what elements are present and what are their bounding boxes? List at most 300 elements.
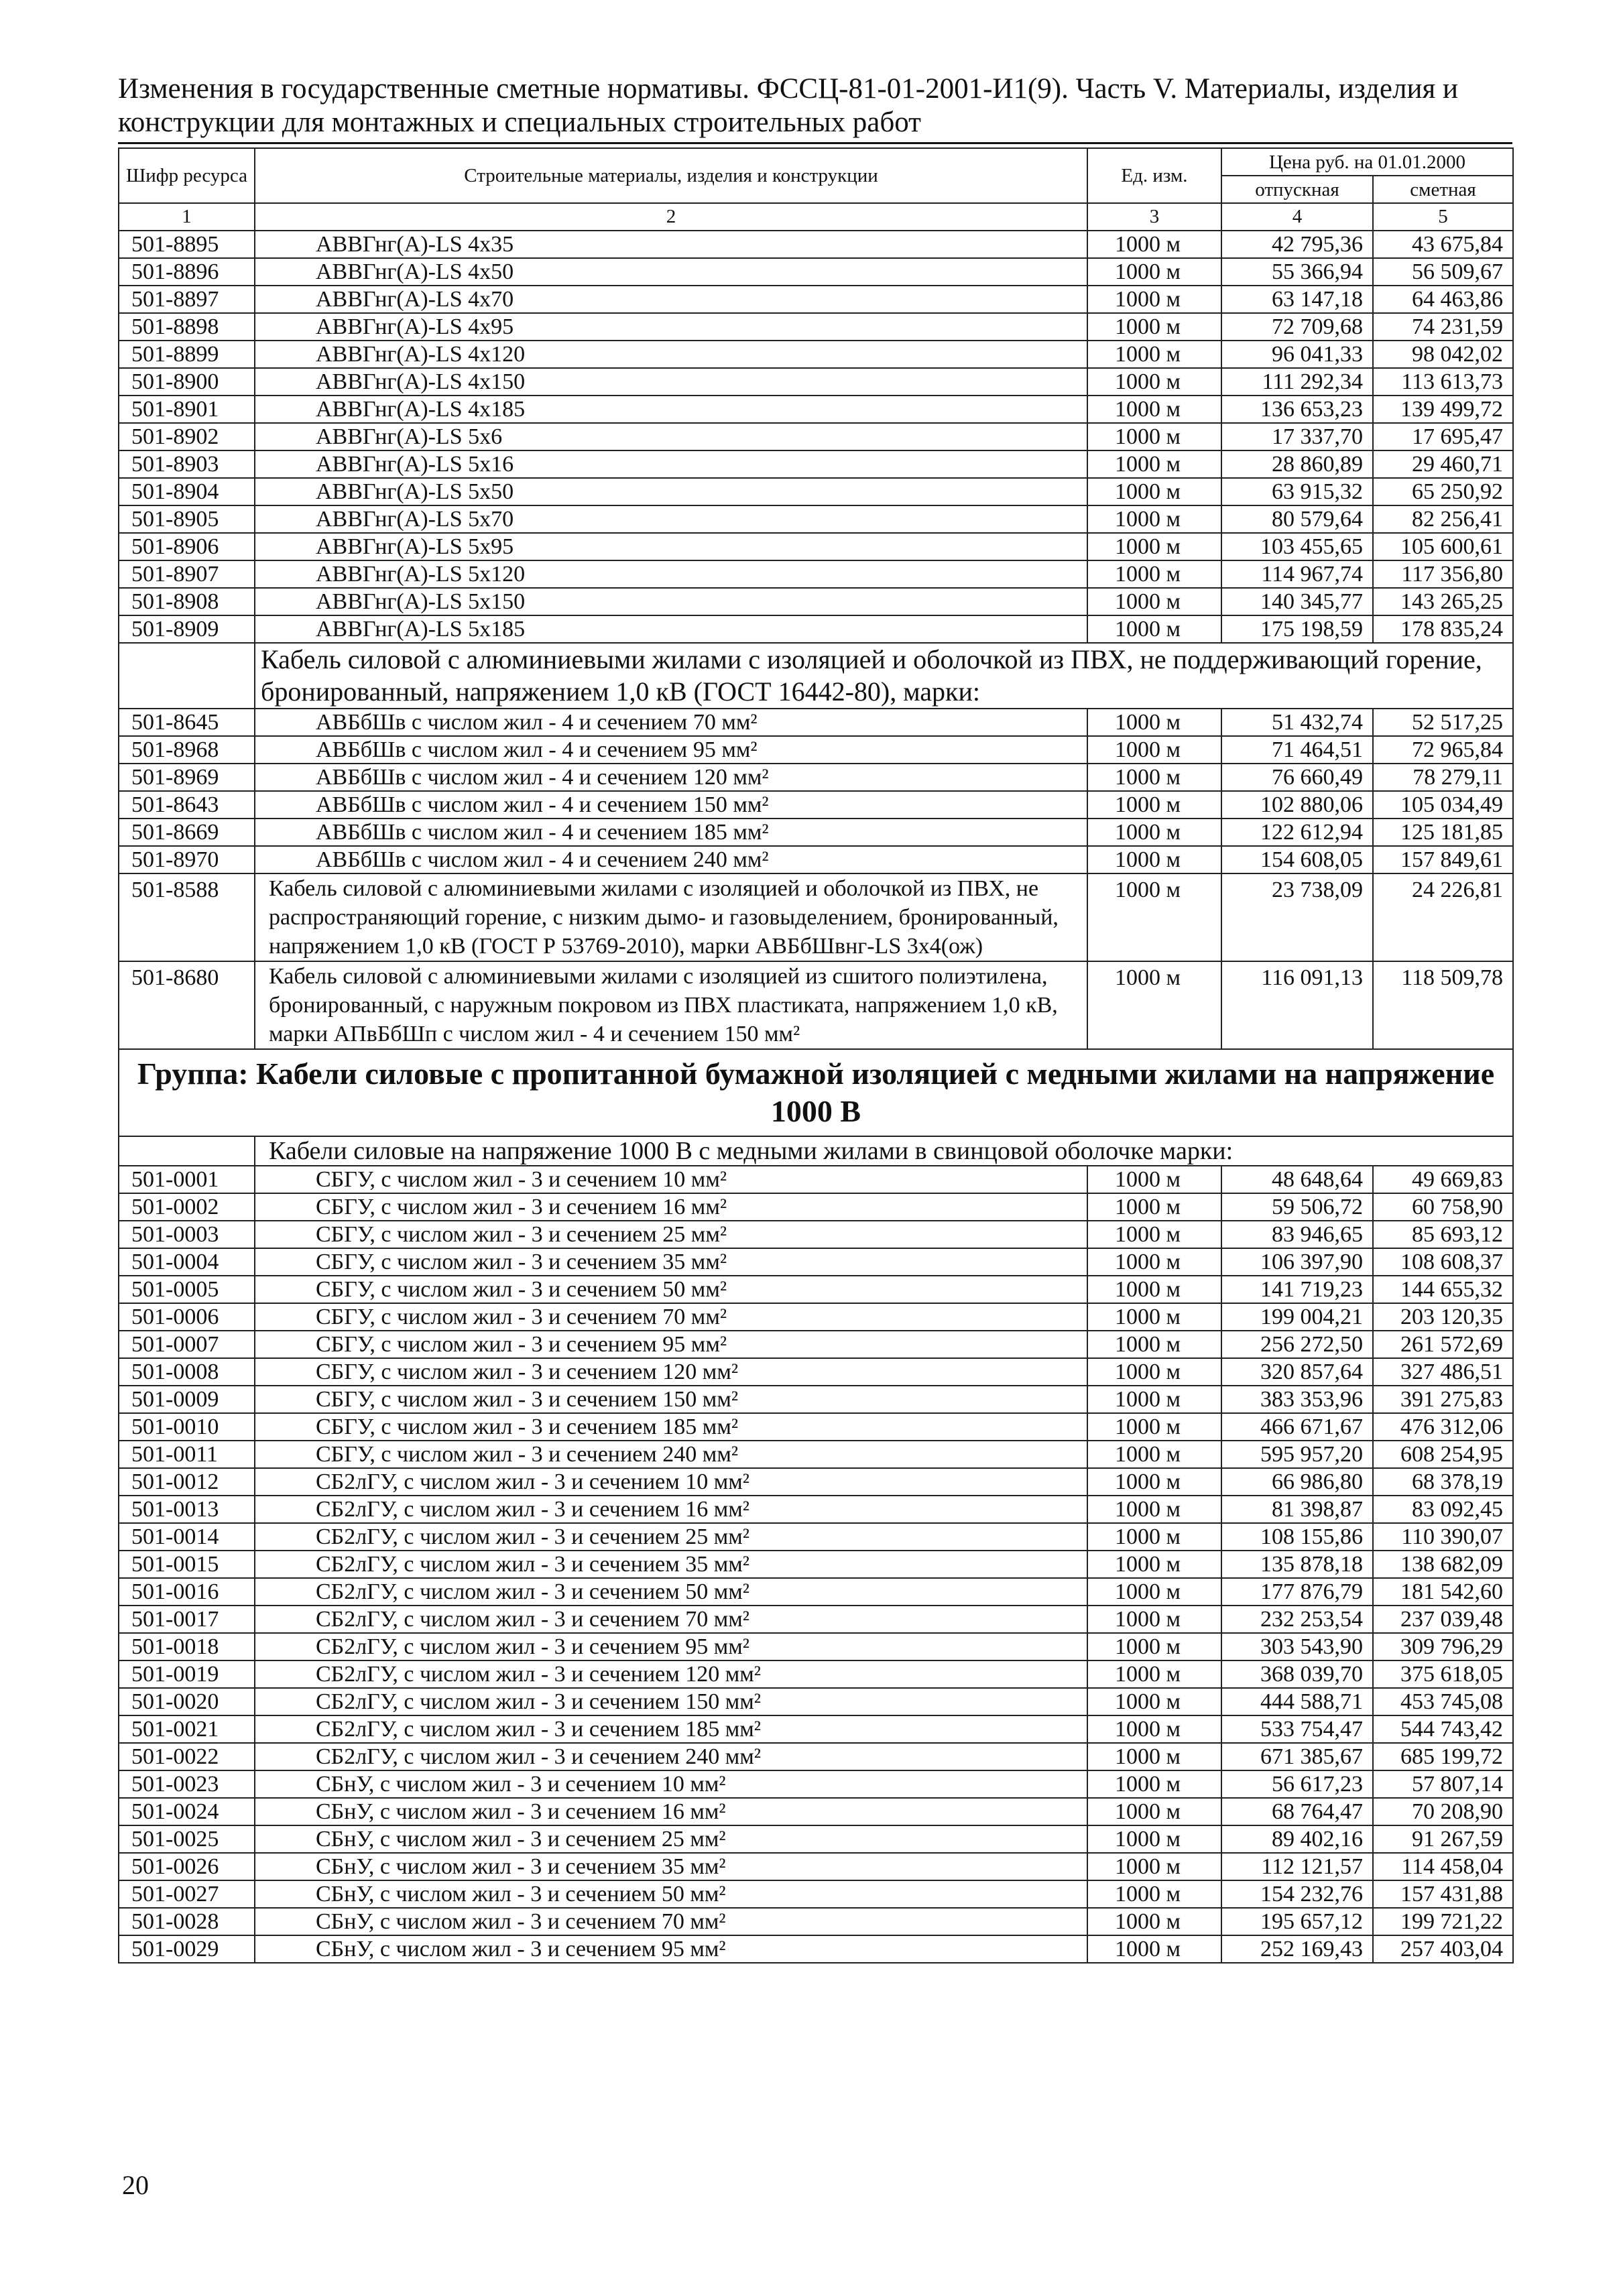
table-row <box>119 1908 1513 1935</box>
estimate-price: 178 835,24 <box>1373 615 1513 643</box>
resource-code: 501-0021 <box>119 1715 255 1743</box>
unit-cell: 1000 м <box>1087 368 1221 396</box>
release-price: 140 345,77 <box>1221 588 1373 615</box>
table-row <box>119 286 1513 313</box>
release-price: 444 588,71 <box>1221 1688 1373 1715</box>
resource-code: 501-0026 <box>119 1853 255 1880</box>
estimate-price: 118 509,78 <box>1373 961 1513 1049</box>
header-unit: Ед. изм. <box>1087 148 1221 203</box>
material-name: АВВГнг(A)-LS 4x95 <box>255 313 1087 341</box>
material-name: СБГУ, с числом жил - 3 и сечением 150 мм² <box>255 1386 1087 1413</box>
table-row <box>119 1935 1513 1963</box>
unit-cell: 1000 м <box>1087 1606 1221 1633</box>
table-row <box>119 819 1513 846</box>
table-row <box>119 1551 1513 1578</box>
table-row <box>119 1825 1513 1853</box>
resource-code: 501-8899 <box>119 341 255 368</box>
estimate-price: 327 486,51 <box>1373 1358 1513 1386</box>
table-row <box>119 791 1513 819</box>
estimate-price: 309 796,29 <box>1373 1633 1513 1660</box>
material-name: СБ2лГУ, с числом жил - 3 и сечением 10 мм² <box>255 1468 1087 1496</box>
header-price-group: Цена руб. на 01.01.2000 <box>1221 148 1513 176</box>
estimate-price: 29 460,71 <box>1373 450 1513 478</box>
release-price: 533 754,47 <box>1221 1715 1373 1743</box>
unit-cell: 1000 м <box>1087 1193 1221 1221</box>
estimate-price: 476 312,06 <box>1373 1413 1513 1441</box>
estimate-price: 108 608,37 <box>1373 1248 1513 1276</box>
unit-cell: 1000 м <box>1087 313 1221 341</box>
material-name: СБГУ, с числом жил - 3 и сечением 240 мм² <box>255 1441 1087 1468</box>
table-row <box>119 1276 1513 1303</box>
resource-code: 501-0028 <box>119 1908 255 1935</box>
material-name: СБГУ, с числом жил - 3 и сечением 16 мм² <box>255 1193 1087 1221</box>
resource-code: 501-8645 <box>119 709 255 736</box>
resource-code: 501-0006 <box>119 1303 255 1331</box>
resource-code: 501-0002 <box>119 1193 255 1221</box>
table-row <box>119 1468 1513 1496</box>
table-row <box>119 313 1513 341</box>
unit-cell: 1000 м <box>1087 1660 1221 1688</box>
table-row <box>119 368 1513 396</box>
estimate-price: 125 181,85 <box>1373 819 1513 846</box>
table-row <box>119 450 1513 478</box>
table-row <box>119 709 1513 736</box>
estimate-price: 110 390,07 <box>1373 1523 1513 1551</box>
unit-cell: 1000 м <box>1087 588 1221 615</box>
unit-cell: 1000 м <box>1087 1825 1221 1853</box>
material-name: АВВГнг(A)-LS 5x70 <box>255 505 1087 533</box>
estimate-price: 52 517,25 <box>1373 709 1513 736</box>
release-price: 48 648,64 <box>1221 1166 1373 1193</box>
unit-cell: 1000 м <box>1087 873 1221 961</box>
material-name: АВВГнг(A)-LS 4x150 <box>255 368 1087 396</box>
estimate-price: 91 267,59 <box>1373 1825 1513 1853</box>
release-price: 55 366,94 <box>1221 258 1373 286</box>
resource-code: 501-8898 <box>119 313 255 341</box>
table-row <box>119 1606 1513 1633</box>
release-price: 56 617,23 <box>1221 1770 1373 1798</box>
col-number: 2 <box>255 203 1087 231</box>
release-price: 81 398,87 <box>1221 1496 1373 1523</box>
release-price: 68 764,47 <box>1221 1798 1373 1825</box>
release-price: 116 091,13 <box>1221 961 1373 1049</box>
material-name: СБГУ, с числом жил - 3 и сечением 95 мм² <box>255 1331 1087 1358</box>
resource-code: 501-8895 <box>119 231 255 258</box>
estimate-price: 49 669,83 <box>1373 1166 1513 1193</box>
material-name: СБнУ, с числом жил - 3 и сечением 10 мм² <box>255 1770 1087 1798</box>
material-name: СБ2лГУ, с числом жил - 3 и сечением 120 мм² <box>255 1660 1087 1688</box>
col-number: 3 <box>1087 203 1221 231</box>
release-price: 595 957,20 <box>1221 1441 1373 1468</box>
material-name: СБ2лГУ, с числом жил - 3 и сечением 16 мм² <box>255 1496 1087 1523</box>
unit-cell: 1000 м <box>1087 478 1221 505</box>
page-header: Изменения в государственные сметные нормативы. ФССЦ-81-01-2001-И1(9). Часть V. Материалы, изделия и конструкции для монтажных и специальных строительных работ <box>118 73 1458 138</box>
release-price: 42 795,36 <box>1221 231 1373 258</box>
resource-code: 501-8906 <box>119 533 255 560</box>
material-name: СБГУ, с числом жил - 3 и сечением 70 мм² <box>255 1303 1087 1331</box>
table-row <box>119 1578 1513 1606</box>
release-price: 195 657,12 <box>1221 1908 1373 1935</box>
material-name: СБнУ, с числом жил - 3 и сечением 95 мм² <box>255 1935 1087 1963</box>
release-price: 102 880,06 <box>1221 791 1373 819</box>
estimate-price: 74 231,59 <box>1373 313 1513 341</box>
material-name: СБГУ, с числом жил - 3 и сечением 10 мм² <box>255 1166 1087 1193</box>
table-row <box>119 533 1513 560</box>
resource-code: 501-0029 <box>119 1935 255 1963</box>
material-name: АВВГнг(A)-LS 5x50 <box>255 478 1087 505</box>
estimate-price: 70 208,90 <box>1373 1798 1513 1825</box>
unit-cell: 1000 м <box>1087 231 1221 258</box>
estimate-price: 85 693,12 <box>1373 1221 1513 1248</box>
unit-cell: 1000 м <box>1087 1715 1221 1743</box>
release-price: 28 860,89 <box>1221 450 1373 478</box>
col-number: 1 <box>119 203 255 231</box>
estimate-price: 65 250,92 <box>1373 478 1513 505</box>
table-row <box>119 1633 1513 1660</box>
resource-code: 501-8968 <box>119 736 255 764</box>
material-name: СБнУ, с числом жил - 3 и сечением 70 мм² <box>255 1908 1087 1935</box>
resource-code: 501-8909 <box>119 615 255 643</box>
unit-cell: 1000 м <box>1087 1578 1221 1606</box>
resource-code: 501-0027 <box>119 1880 255 1908</box>
unit-cell: 1000 м <box>1087 709 1221 736</box>
estimate-price: 60 758,90 <box>1373 1193 1513 1221</box>
table-row <box>119 1715 1513 1743</box>
estimate-price: 375 618,05 <box>1373 1660 1513 1688</box>
material-name: Кабель силовой с алюминиевыми жилами с изоляцией из сшитого полиэтилена, бронированный, с наружным покровом из ПВХ пластиката, напряжением 1,0 кВ, марки АПвБбШп с числом жил - 4 и сечением 150 мм² <box>255 961 1087 1049</box>
material-name: АВБбШв с числом жил - 4 и сечением 150 мм² <box>255 791 1087 819</box>
material-name: АВВГнг(A)-LS 5x150 <box>255 588 1087 615</box>
estimate-price: 82 256,41 <box>1373 505 1513 533</box>
rows-group-a <box>119 231 1513 643</box>
release-price: 303 543,90 <box>1221 1633 1373 1660</box>
estimate-price: 17 695,47 <box>1373 423 1513 450</box>
release-price: 232 253,54 <box>1221 1606 1373 1633</box>
unit-cell: 1000 м <box>1087 1248 1221 1276</box>
release-price: 256 272,50 <box>1221 1331 1373 1358</box>
unit-cell: 1000 м <box>1087 1743 1221 1770</box>
resource-code: 501-8900 <box>119 368 255 396</box>
material-name: СБнУ, с числом жил - 3 и сечением 35 мм² <box>255 1853 1087 1880</box>
unit-cell: 1000 м <box>1087 1303 1221 1331</box>
table-row <box>119 846 1513 873</box>
unit-cell: 1000 м <box>1087 736 1221 764</box>
resource-code: 501-0025 <box>119 1825 255 1853</box>
unit-cell: 1000 м <box>1087 1935 1221 1963</box>
material-name: АВБбШв с числом жил - 4 и сечением 95 мм² <box>255 736 1087 764</box>
estimate-price: 64 463,86 <box>1373 286 1513 313</box>
estimate-price: 105 034,49 <box>1373 791 1513 819</box>
col-number: 5 <box>1373 203 1513 231</box>
table-row <box>119 1221 1513 1248</box>
material-name: СБ2лГУ, с числом жил - 3 и сечением 50 мм² <box>255 1578 1087 1606</box>
release-price: 23 738,09 <box>1221 873 1373 961</box>
estimate-price: 105 600,61 <box>1373 533 1513 560</box>
resource-code: 501-8896 <box>119 258 255 286</box>
release-price: 106 397,90 <box>1221 1248 1373 1276</box>
release-price: 154 232,76 <box>1221 1880 1373 1908</box>
unit-cell: 1000 м <box>1087 961 1221 1049</box>
table-row <box>119 1523 1513 1551</box>
material-name: АВВГнг(A)-LS 4x120 <box>255 341 1087 368</box>
material-name: АВВГнг(A)-LS 4x185 <box>255 396 1087 423</box>
release-price: 17 337,70 <box>1221 423 1373 450</box>
material-name: АВВГнг(A)-LS 4x70 <box>255 286 1087 313</box>
unit-cell: 1000 м <box>1087 450 1221 478</box>
table-row <box>119 231 1513 258</box>
estimate-price: 98 042,02 <box>1373 341 1513 368</box>
rows-group-b <box>119 709 1513 873</box>
release-price: 114 967,74 <box>1221 560 1373 588</box>
resource-code: 501-8669 <box>119 819 255 846</box>
material-name: СБГУ, с числом жил - 3 и сечением 120 мм² <box>255 1358 1087 1386</box>
estimate-price: 72 965,84 <box>1373 736 1513 764</box>
resource-code: 501-8643 <box>119 791 255 819</box>
resource-code: 501-0017 <box>119 1606 255 1633</box>
estimate-price: 544 743,42 <box>1373 1715 1513 1743</box>
unit-cell: 1000 м <box>1087 1523 1221 1551</box>
table-row <box>119 478 1513 505</box>
resource-code: 501-8902 <box>119 423 255 450</box>
release-price: 671 385,67 <box>1221 1743 1373 1770</box>
table-row <box>119 1770 1513 1798</box>
group-title: Группа: Кабели силовые с пропитанной бумажной изоляцией с медными жилами на напряжение 1000 В <box>119 1049 1513 1136</box>
resource-code: 501-8680 <box>119 961 255 1049</box>
resource-code: 501-0024 <box>119 1798 255 1825</box>
table-row <box>119 1853 1513 1880</box>
unit-cell: 1000 м <box>1087 1798 1221 1825</box>
estimate-price: 237 039,48 <box>1373 1606 1513 1633</box>
unit-cell: 1000 м <box>1087 1441 1221 1468</box>
release-price: 72 709,68 <box>1221 313 1373 341</box>
resource-code: 501-8904 <box>119 478 255 505</box>
material-name: СБ2лГУ, с числом жил - 3 и сечением 95 мм² <box>255 1633 1087 1660</box>
unit-cell: 1000 м <box>1087 791 1221 819</box>
resource-code: 501-0014 <box>119 1523 255 1551</box>
unit-cell: 1000 м <box>1087 1551 1221 1578</box>
estimate-price: 157 431,88 <box>1373 1880 1513 1908</box>
unit-cell: 1000 м <box>1087 423 1221 450</box>
table-row <box>119 961 1513 1049</box>
material-name: АВВГнг(A)-LS 5x120 <box>255 560 1087 588</box>
resource-code: 501-0013 <box>119 1496 255 1523</box>
unit-cell: 1000 м <box>1087 396 1221 423</box>
unit-cell: 1000 м <box>1087 1221 1221 1248</box>
resource-code: 501-8897 <box>119 286 255 313</box>
table-row <box>119 258 1513 286</box>
estimate-price: 43 675,84 <box>1373 231 1513 258</box>
release-price: 141 719,23 <box>1221 1276 1373 1303</box>
table-row <box>119 1166 1513 1193</box>
material-name: СБ2лГУ, с числом жил - 3 и сечением 150 мм² <box>255 1688 1087 1715</box>
estimate-price: 68 378,19 <box>1373 1468 1513 1496</box>
material-name: Кабель силовой с алюминиевыми жилами с изоляцией и оболочкой из ПВХ, не распространяющий горение, с низким дымо- и газовыделением, бронированный, напряжением 1,0 кВ (ГОСТ Р 53769-2010), марки АВБбШвнг-LS 3x4(ож) <box>255 873 1087 961</box>
section-title: Кабели силовые на напряжение 1000 В с медными жилами в свинцовой оболочке марки: <box>255 1136 1513 1166</box>
release-price: 63 147,18 <box>1221 286 1373 313</box>
resource-code: 501-0015 <box>119 1551 255 1578</box>
resource-code: 501-0010 <box>119 1413 255 1441</box>
header-release: отпускная <box>1221 176 1373 203</box>
release-price: 89 402,16 <box>1221 1825 1373 1853</box>
estimate-price: 139 499,72 <box>1373 396 1513 423</box>
table-row <box>119 1358 1513 1386</box>
resource-code: 501-8908 <box>119 588 255 615</box>
estimate-price: 113 613,73 <box>1373 368 1513 396</box>
resource-code: 501-0001 <box>119 1166 255 1193</box>
resource-code: 501-8903 <box>119 450 255 478</box>
table-row <box>119 873 1513 961</box>
table-row <box>119 1743 1513 1770</box>
unit-cell: 1000 м <box>1087 819 1221 846</box>
section-code-empty <box>119 1136 255 1166</box>
table-row <box>119 1688 1513 1715</box>
table-row <box>119 1441 1513 1468</box>
material-name: АВВГнг(A)-LS 5x95 <box>255 533 1087 560</box>
unit-cell: 1000 м <box>1087 1770 1221 1798</box>
table-row <box>119 1248 1513 1276</box>
unit-cell: 1000 м <box>1087 1413 1221 1441</box>
rows-group-long <box>119 873 1513 1049</box>
material-name: СБ2лГУ, с числом жил - 3 и сечением 35 мм² <box>255 1551 1087 1578</box>
header-estimate: сметная <box>1373 176 1513 203</box>
table-row <box>119 396 1513 423</box>
material-name: СБ2лГУ, с числом жил - 3 и сечением 185 мм² <box>255 1715 1087 1743</box>
estimate-price: 453 745,08 <box>1373 1688 1513 1715</box>
table-row <box>119 1798 1513 1825</box>
release-price: 63 915,32 <box>1221 478 1373 505</box>
table-row <box>119 1496 1513 1523</box>
table-row <box>119 1413 1513 1441</box>
release-price: 154 608,05 <box>1221 846 1373 873</box>
release-price: 59 506,72 <box>1221 1193 1373 1221</box>
unit-cell: 1000 м <box>1087 1853 1221 1880</box>
resource-code: 501-0009 <box>119 1386 255 1413</box>
table-row <box>119 1660 1513 1688</box>
resource-code: 501-0016 <box>119 1578 255 1606</box>
release-price: 108 155,86 <box>1221 1523 1373 1551</box>
unit-cell: 1000 м <box>1087 846 1221 873</box>
material-name: АВВГнг(A)-LS 5x16 <box>255 450 1087 478</box>
table-row <box>119 1880 1513 1908</box>
unit-cell: 1000 м <box>1087 764 1221 791</box>
release-price: 80 579,64 <box>1221 505 1373 533</box>
unit-cell: 1000 м <box>1087 1908 1221 1935</box>
resource-code: 501-0003 <box>119 1221 255 1248</box>
release-price: 368 039,70 <box>1221 1660 1373 1688</box>
release-price: 112 121,57 <box>1221 1853 1373 1880</box>
page-number: 20 <box>122 2170 149 2200</box>
material-name: СБнУ, с числом жил - 3 и сечением 16 мм² <box>255 1798 1087 1825</box>
unit-cell: 1000 м <box>1087 560 1221 588</box>
material-name: АВБбШв с числом жил - 4 и сечением 185 мм² <box>255 819 1087 846</box>
estimate-price: 83 092,45 <box>1373 1496 1513 1523</box>
unit-cell: 1000 м <box>1087 1633 1221 1660</box>
release-price: 76 660,49 <box>1221 764 1373 791</box>
resource-code: 501-8907 <box>119 560 255 588</box>
estimate-price: 24 226,81 <box>1373 873 1513 961</box>
resource-code: 501-0018 <box>119 1633 255 1660</box>
material-name: СБ2лГУ, с числом жил - 3 и сечением 25 мм² <box>255 1523 1087 1551</box>
table-row <box>119 505 1513 533</box>
resource-code: 501-8970 <box>119 846 255 873</box>
estimate-price: 144 655,32 <box>1373 1276 1513 1303</box>
material-name: АВВГнг(A)-LS 5x185 <box>255 615 1087 643</box>
material-name: АВБбШв с числом жил - 4 и сечением 70 мм² <box>255 709 1087 736</box>
unit-cell: 1000 м <box>1087 615 1221 643</box>
table-row <box>119 560 1513 588</box>
release-price: 122 612,94 <box>1221 819 1373 846</box>
unit-cell: 1000 м <box>1087 1276 1221 1303</box>
unit-cell: 1000 м <box>1087 1468 1221 1496</box>
estimate-price: 57 807,14 <box>1373 1770 1513 1798</box>
table-row <box>119 615 1513 643</box>
unit-cell: 1000 м <box>1087 1331 1221 1358</box>
release-price: 71 464,51 <box>1221 736 1373 764</box>
unit-cell: 1000 м <box>1087 341 1221 368</box>
material-name: СБГУ, с числом жил - 3 и сечением 185 мм² <box>255 1413 1087 1441</box>
table-row <box>119 736 1513 764</box>
estimate-price: 143 265,25 <box>1373 588 1513 615</box>
estimate-price: 391 275,83 <box>1373 1386 1513 1413</box>
unit-cell: 1000 м <box>1087 258 1221 286</box>
material-name: СБ2лГУ, с числом жил - 3 и сечением 240 мм² <box>255 1743 1087 1770</box>
release-price: 96 041,33 <box>1221 341 1373 368</box>
estimate-price: 78 279,11 <box>1373 764 1513 791</box>
unit-cell: 1000 м <box>1087 1358 1221 1386</box>
unit-cell: 1000 м <box>1087 1386 1221 1413</box>
material-name: СБГУ, с числом жил - 3 и сечением 50 мм² <box>255 1276 1087 1303</box>
resource-code: 501-0012 <box>119 1468 255 1496</box>
section-title: Кабель силовой с алюминиевыми жилами с изоляцией и оболочкой из ПВХ, не поддерживающий горение, бронированный, напряжением 1,0 кВ (ГОСТ 16442-80), марки: <box>255 643 1513 709</box>
estimate-price: 114 458,04 <box>1373 1853 1513 1880</box>
release-price: 111 292,34 <box>1221 368 1373 396</box>
header-rule <box>118 142 1512 144</box>
estimate-price: 608 254,95 <box>1373 1441 1513 1468</box>
release-price: 135 878,18 <box>1221 1551 1373 1578</box>
resource-code: 501-0005 <box>119 1276 255 1303</box>
material-name: АВВГнг(A)-LS 4x50 <box>255 258 1087 286</box>
release-price: 66 986,80 <box>1221 1468 1373 1496</box>
estimate-price: 203 120,35 <box>1373 1303 1513 1331</box>
resource-code: 501-8969 <box>119 764 255 791</box>
unit-cell: 1000 м <box>1087 1496 1221 1523</box>
table-row <box>119 588 1513 615</box>
material-name: СБ2лГУ, с числом жил - 3 и сечением 70 мм² <box>255 1606 1087 1633</box>
resource-code: 501-8901 <box>119 396 255 423</box>
unit-cell: 1000 м <box>1087 1688 1221 1715</box>
material-name: АВБбШв с числом жил - 4 и сечением 120 мм² <box>255 764 1087 791</box>
material-name: АВБбШв с числом жил - 4 и сечением 240 мм² <box>255 846 1087 873</box>
resource-code: 501-0011 <box>119 1441 255 1468</box>
material-name: АВВГнг(A)-LS 5x6 <box>255 423 1087 450</box>
release-price: 103 455,65 <box>1221 533 1373 560</box>
estimate-price: 157 849,61 <box>1373 846 1513 873</box>
release-price: 175 198,59 <box>1221 615 1373 643</box>
rows-group-c <box>119 1166 1513 1963</box>
price-table <box>118 147 1514 1963</box>
estimate-price: 181 542,60 <box>1373 1578 1513 1606</box>
resource-code: 501-8905 <box>119 505 255 533</box>
resource-code: 501-0004 <box>119 1248 255 1276</box>
table-row <box>119 423 1513 450</box>
resource-code: 501-0023 <box>119 1770 255 1798</box>
release-price: 83 946,65 <box>1221 1221 1373 1248</box>
resource-code: 501-0007 <box>119 1331 255 1358</box>
resource-code: 501-8588 <box>119 873 255 961</box>
unit-cell: 1000 м <box>1087 533 1221 560</box>
estimate-price: 257 403,04 <box>1373 1935 1513 1963</box>
header-name: Строительные материалы, изделия и конструкции <box>255 148 1087 203</box>
